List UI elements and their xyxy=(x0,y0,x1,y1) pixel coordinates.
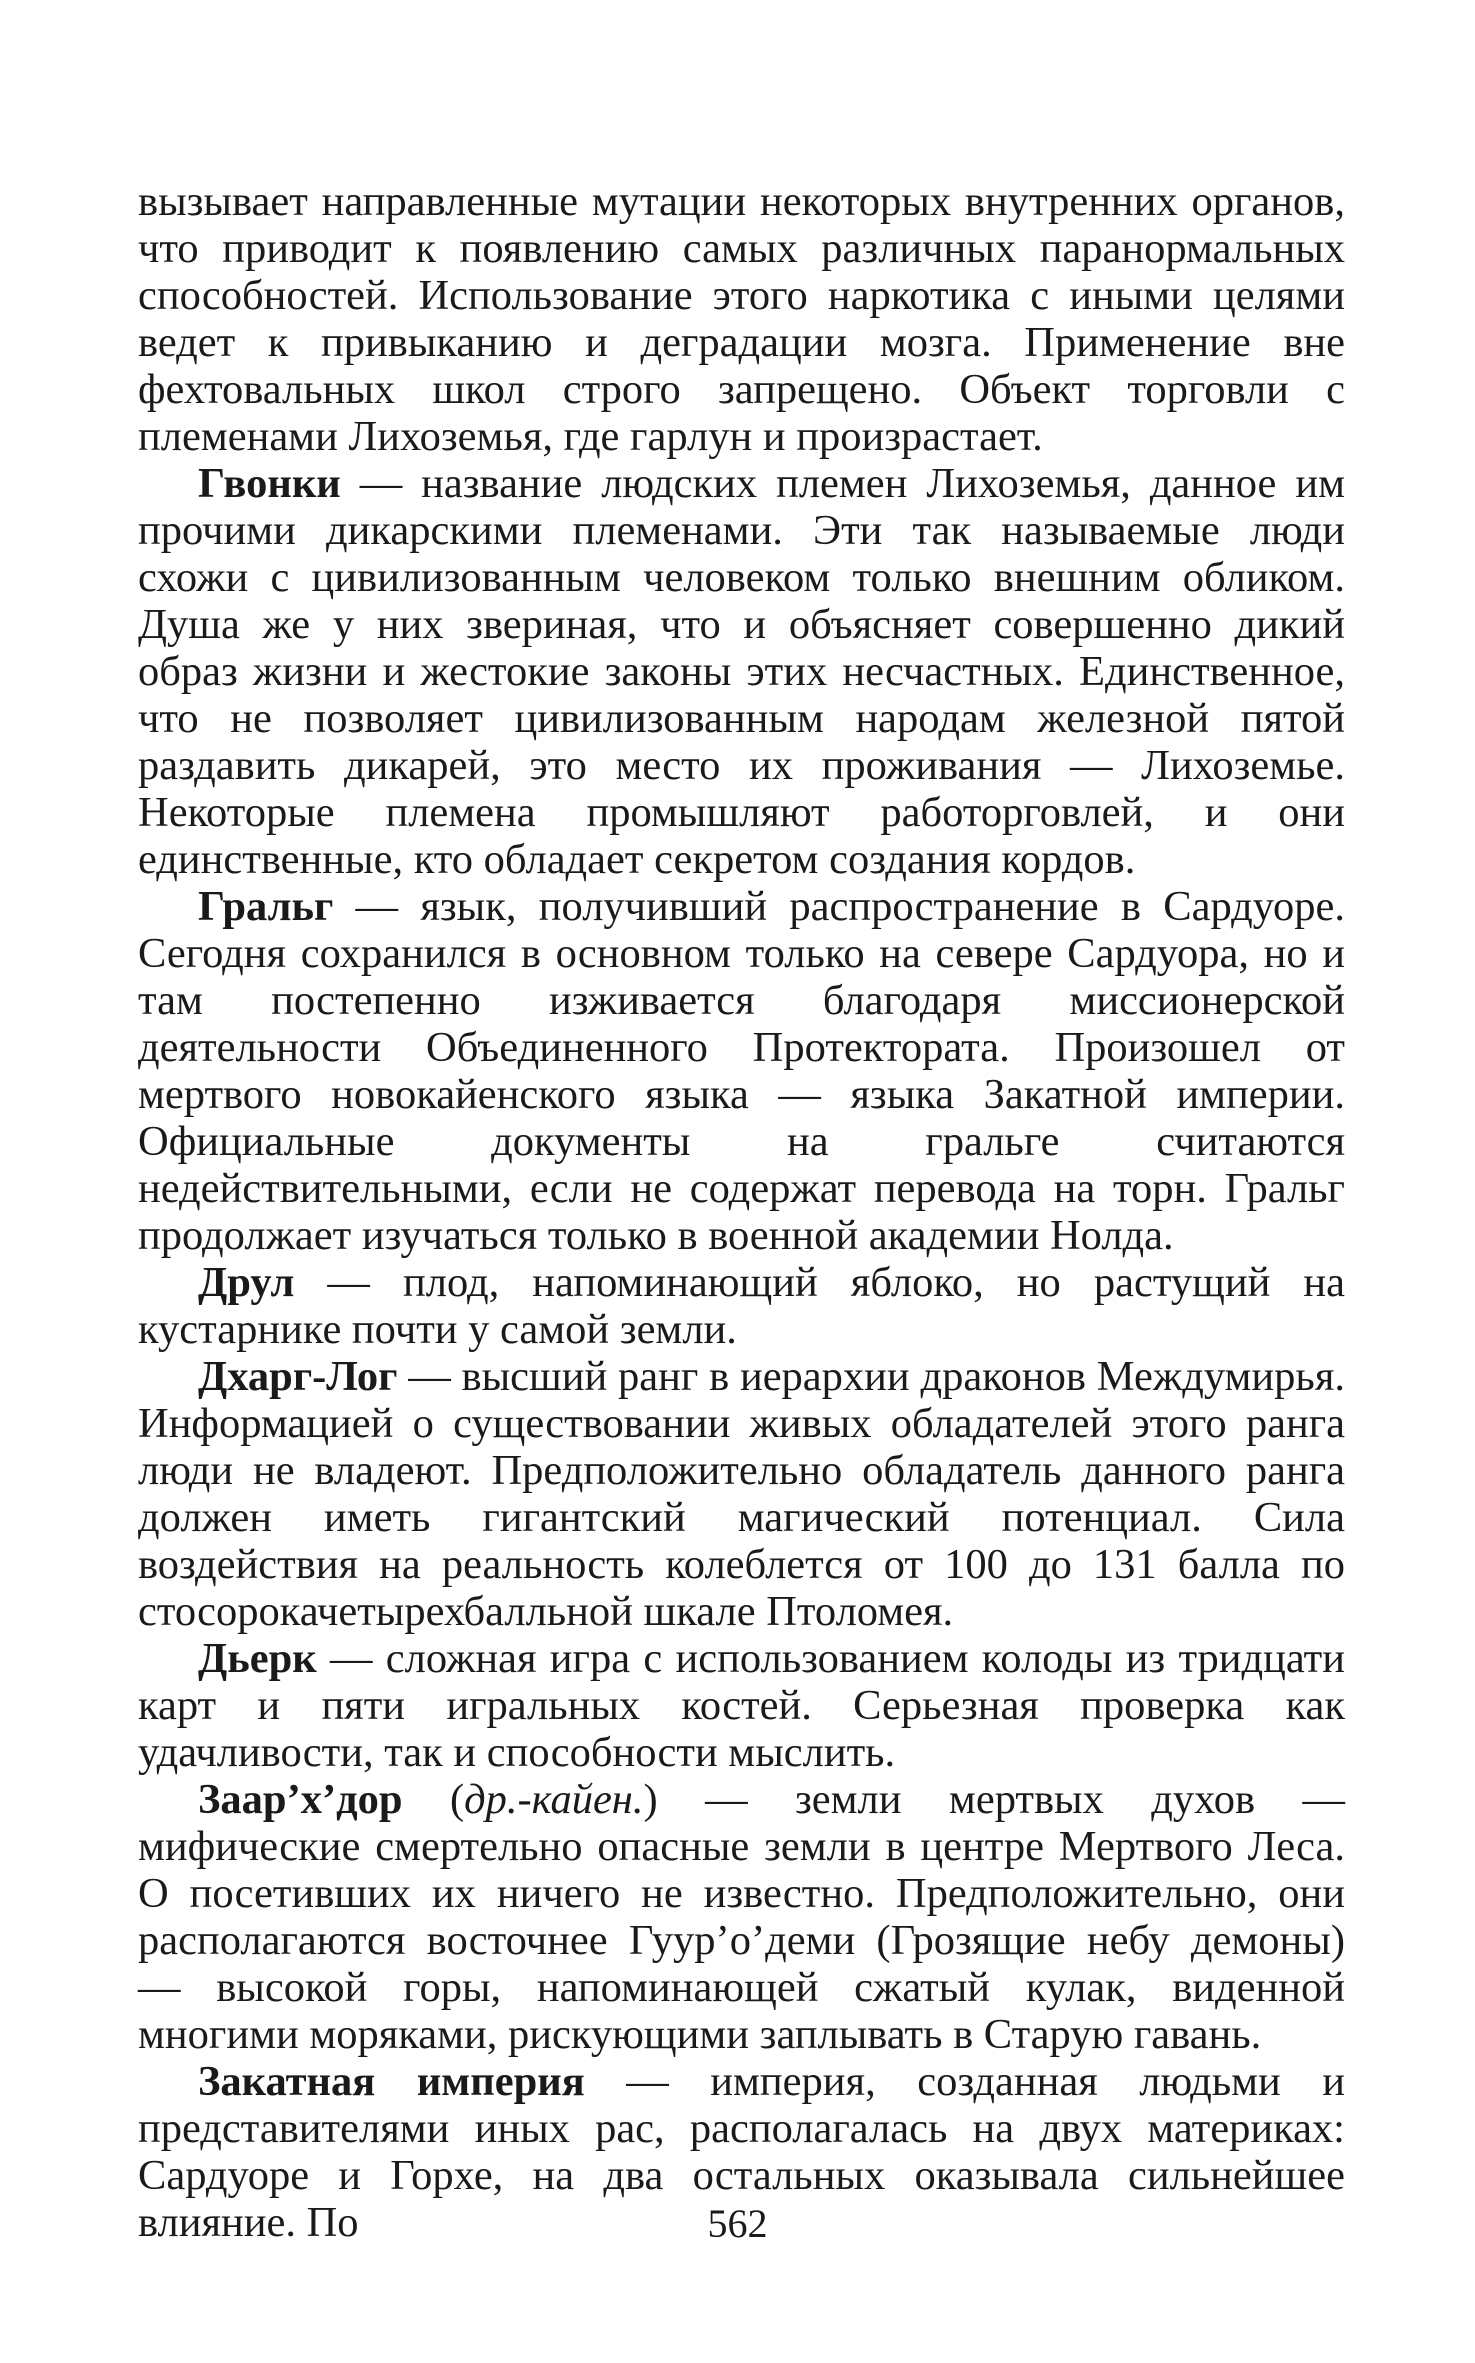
paragraph-continuation xyxy=(138,178,1345,460)
paragraph-text: вызывает направленные мутации некоторых внутренних органов, что приводит к появлению самых различных паранормальных способностей. Использование этого наркотика с иными целями ведет к привыканию и деградации мозга. Применение вне фехтовальных школ строго запрещено. Объект торговли с племенами Лихоземья, где гарлун и произрастает. xyxy=(138,178,1345,460)
entry-term: Закатная империя xyxy=(198,2058,585,2105)
entry-definition: ) — земли мертвых духов — мифические смертельно опасные земли в центре Мертвого Леса. О посетивших их ничего не известно. Предположительно, они располагаются восточнее Гуур’о’деми (Грозящие небу демоны) — высокой горы, напоминающей сжатый кулак, виденной многими моряками, рискующими заплывать в Старую гавань. xyxy=(138,1776,1345,2058)
entry-definition: — империя, созданная людьми и представителями иных рас, располагалась на двух материках: Сардуоре и Горхе, на два остальных оказывала сильнейшее влияние. По xyxy=(138,2058,1345,2246)
entry-definition: — сложная игра с использованием колоды из тридцати карт и пяти игральных костей. Серьезная проверка как удачливости, так и способности мыслить. xyxy=(138,1635,1345,1776)
entry-etymology: др.-кайен. xyxy=(464,1776,644,1823)
page-text xyxy=(138,178,1345,2246)
entry-term: Гвонки xyxy=(198,460,341,507)
glossary-entry-dharg-log xyxy=(138,1353,1345,1635)
glossary-entry-gvonki xyxy=(138,460,1345,883)
glossary-entry-dierk xyxy=(138,1635,1345,1776)
entry-definition: — плод, напоминающий яблоко, но растущий на кустарнике почти у самой земли. xyxy=(138,1259,1345,1353)
glossary-entry-gralg xyxy=(138,883,1345,1259)
entry-term: Гральг xyxy=(198,883,334,930)
entry-definition: — язык, получивший распространение в Сардуоре. Сегодня сохранился в основном только на севере Сардуора, но и там постепенно изживается благодаря миссионерской деятельности Объединенного Протектората. Произошел от мертвого новокайенского языка — языка Закатной империи. Официальные документы на гральге считаются недействительными, если не содержат перевода на торн. Гральг продолжает изучаться только в военной академии Нолда. xyxy=(138,883,1345,1259)
entry-definition: — высший ранг в иерархии драконов Междумирья. Информацией о существовании живых обладателей этого ранга люди не владеют. Предположительно обладатель данного ранга должен иметь гигантский магический потенциал. Сила воздействия на реальность колеблется от 100 до 131 балла по стосорокачетырехбалльной шкале Птоломея. xyxy=(138,1353,1345,1635)
glossary-entry-drul xyxy=(138,1259,1345,1353)
page-number: 562 xyxy=(707,2201,768,2246)
entry-term: Дхарг-Лог xyxy=(198,1353,398,1400)
entry-term: Заар’х’дор xyxy=(198,1776,403,1823)
entry-definition: — название людских племен Лихоземья, данное им прочими дикарскими племенами. Эти так называемые люди схожи с цивилизованным человеком только внешним обликом. Душа же у них звериная, что и объясняет совершенно дикий образ жизни и жестокие законы этих несчастных. Единственное, что не позволяет цивилизованным народам железной пятой раздавить дикарей, это место их проживания — Лихоземье. Некоторые племена промышляют работорговлей, и они единственные, кто обладает секретом создания кордов. xyxy=(138,460,1345,883)
glossary-entry-zaarhdor: Заар’х’дор (др.-кайен.) — земли мертвых духов — мифические смертельно опасные земли в центре Мертвого Леса. О посетивших их ничего не известно. Предположительно, они располагаются восточнее Гуур’о’деми (Грозящие небу демоны) — высокой горы, напоминающей сжатый кулак, виденной многими моряками, рискующими заплывать в Старую гавань. xyxy=(138,1776,1345,2058)
entry-term: Дьерк xyxy=(198,1635,317,1682)
entry-term: Друл xyxy=(198,1259,295,1306)
